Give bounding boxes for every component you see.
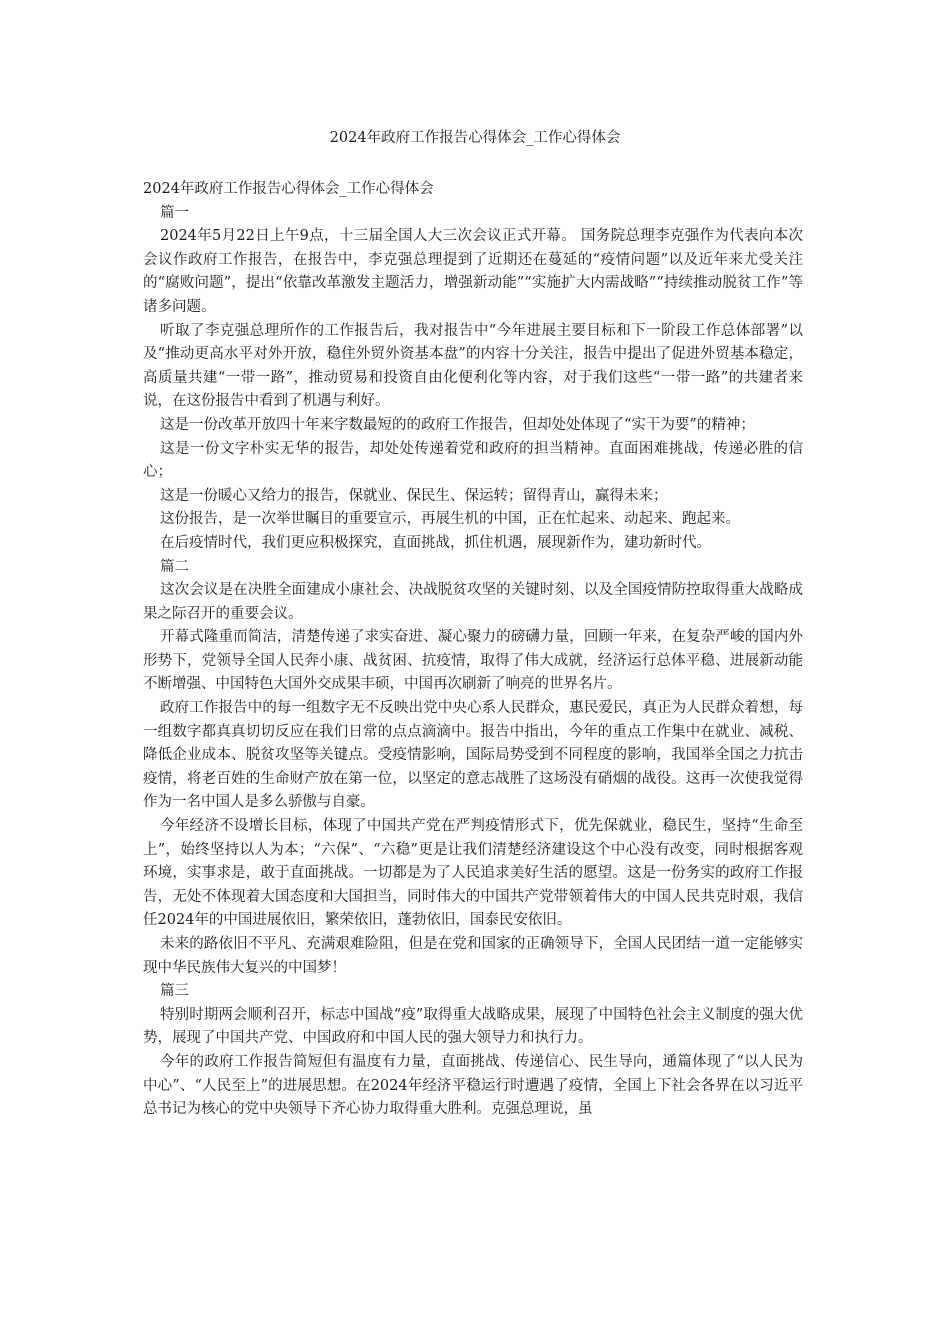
- paragraph: 这是一份暖心又给力的报告，保就业、保民生、保运转；留得青山，赢得未来；: [160, 487, 668, 504]
- paragraph: 特别时期两会顺利召开，标志中国战“疫”取得重大战略成果，展现了中国特色社会主义制度的强大优势，展现了中国共产党、中国政府和中国人民的强大领导力和执行力。: [143, 1006, 803, 1047]
- document-heading: 2024年政府工作报告心得体会_工作心得体会: [143, 181, 434, 197]
- paragraph: 开幕式隆重而简洁，清楚传递了求实奋进、凝心聚力的磅礴力量，回顾一年来，在复杂严峻的国内外形势下，党领导全国人民奔小康、战贫困、抗疫情，取得了伟大成就，经济运行总体平稳、进展新动能不断增强、中国特色大国外交成果丰硕，中国再次刷新了响亮的世界名片。: [143, 629, 803, 693]
- paragraph: 未来的路依旧不平凡、充满艰难险阻，但是在党和国家的正确领导下，全国人民团结一道一定能够实现中华民族伟大复兴的中国梦！: [143, 936, 803, 976]
- paragraph: 听取了李克强总理所作的工作报告后，我对报告中“今年进展主要目标和下一阶段工作总体部署”以及“推动更高水平对外开放，稳住外贸外资基本盘”的内容十分关注，报告中提出了促进外贸基本稳定，高质量共建“一带一路”，推动贸易和投资自由化便利化等内容，对于我们这些“一带一路”的共建者来说，在这份报告中看到了机遇与利好。: [143, 322, 803, 410]
- paragraph: 这是一份文字朴实无华的报告，却处处传递着党和政府的担当精神。直面困难挑战，传递必胜的信心；: [143, 440, 803, 481]
- section-label-1: 篇一: [160, 204, 189, 221]
- section-label-3: 篇三: [160, 983, 189, 1000]
- paragraph: 这是一份改革开放四十年来字数最短的的政府工作报告，但却处处体现了“实干为要”的精神；: [160, 416, 755, 433]
- paragraph: 今年经济不设增长目标，体现了中国共产党在严判疫情形式下，优先保就业，稳民生，坚持“生命至上”，始终坚持以人为本；“六保”、“六稳”更是让我们清楚经济建设这个中心没有改变，同时根据客观环境，实事求是，敢于直面挑战。一切都是为了人民追求美好生活的愿望。这是一份务实的政府工作报告，无处不体现着大国态度和大国担当，同时伟大的中国共产党带领着伟大的中国人民共克时艰，我信任2024年的中国进展依旧，繁荣依旧，蓬勃依旧，国泰民安依旧。: [143, 818, 803, 929]
- paragraph: 今年的政府工作报告简短但有温度有力量，直面挑战、传递信心、民生导向，通篇体现了“以人民为中心”、“人民至上”的进展思想。在2024年经济平稳运行时遭遇了疫情，全国上下社会各界在以习近平总书记为核心的党中央领导下齐心协力取得重大胜利。克强总理说，虽: [143, 1053, 803, 1118]
- paragraph: 这份报告，是一次举世瞩目的重要宣示，再展生机的中国，正在忙起来、动起来、跑起来。: [160, 511, 740, 528]
- section-label-2: 篇二: [160, 558, 189, 575]
- paragraph: 2024年5月22日上午9点，十三届全国人大三次会议正式开幕。 国务院总理李克强作为代表向本次会议作政府工作报告，在报告中，李克强总理提到了近期还在蔓延的“疫情问题”以及近年来尤受关注的“腐败问题”，提出“依靠改革激发主题活力，增强新动能”“实施扩大内需战略”“持续推动脱贫工作”等诸多问题。: [143, 228, 803, 315]
- paragraph: 政府工作报告中的每一组数字无不反映出党中央心系人民群众，惠民爱民，真正为人民群众着想，每一组数字都真真切切反应在我们日常的点点滴滴中。报告中指出，今年的重点工作集中在就业、减税、降低企业成本、脱贫攻坚等关键点。受疫情影响，国际局势受到不同程度的影响，我国举全国之力抗击疫情，将老百姓的生命财产放在第一位，以坚定的意志战胜了这场没有硝烟的战役。这再一次使我觉得作为一名中国人是多么骄傲与自豪。: [143, 700, 803, 811]
- paragraph: 这次会议是在决胜全面建成小康社会、决战脱贫攻坚的关键时刻、以及全国疫情防控取得重大战略成果之际召开的重要会议。: [143, 582, 803, 622]
- page-title: 2024年政府工作报告心得体会_工作心得体会: [329, 130, 621, 146]
- document-body: [143, 178, 803, 1122]
- paragraph: 在后疫情时代，我们更应积极探究，直面挑战，抓住机遇，展现新作为，建功新时代。: [160, 534, 711, 551]
